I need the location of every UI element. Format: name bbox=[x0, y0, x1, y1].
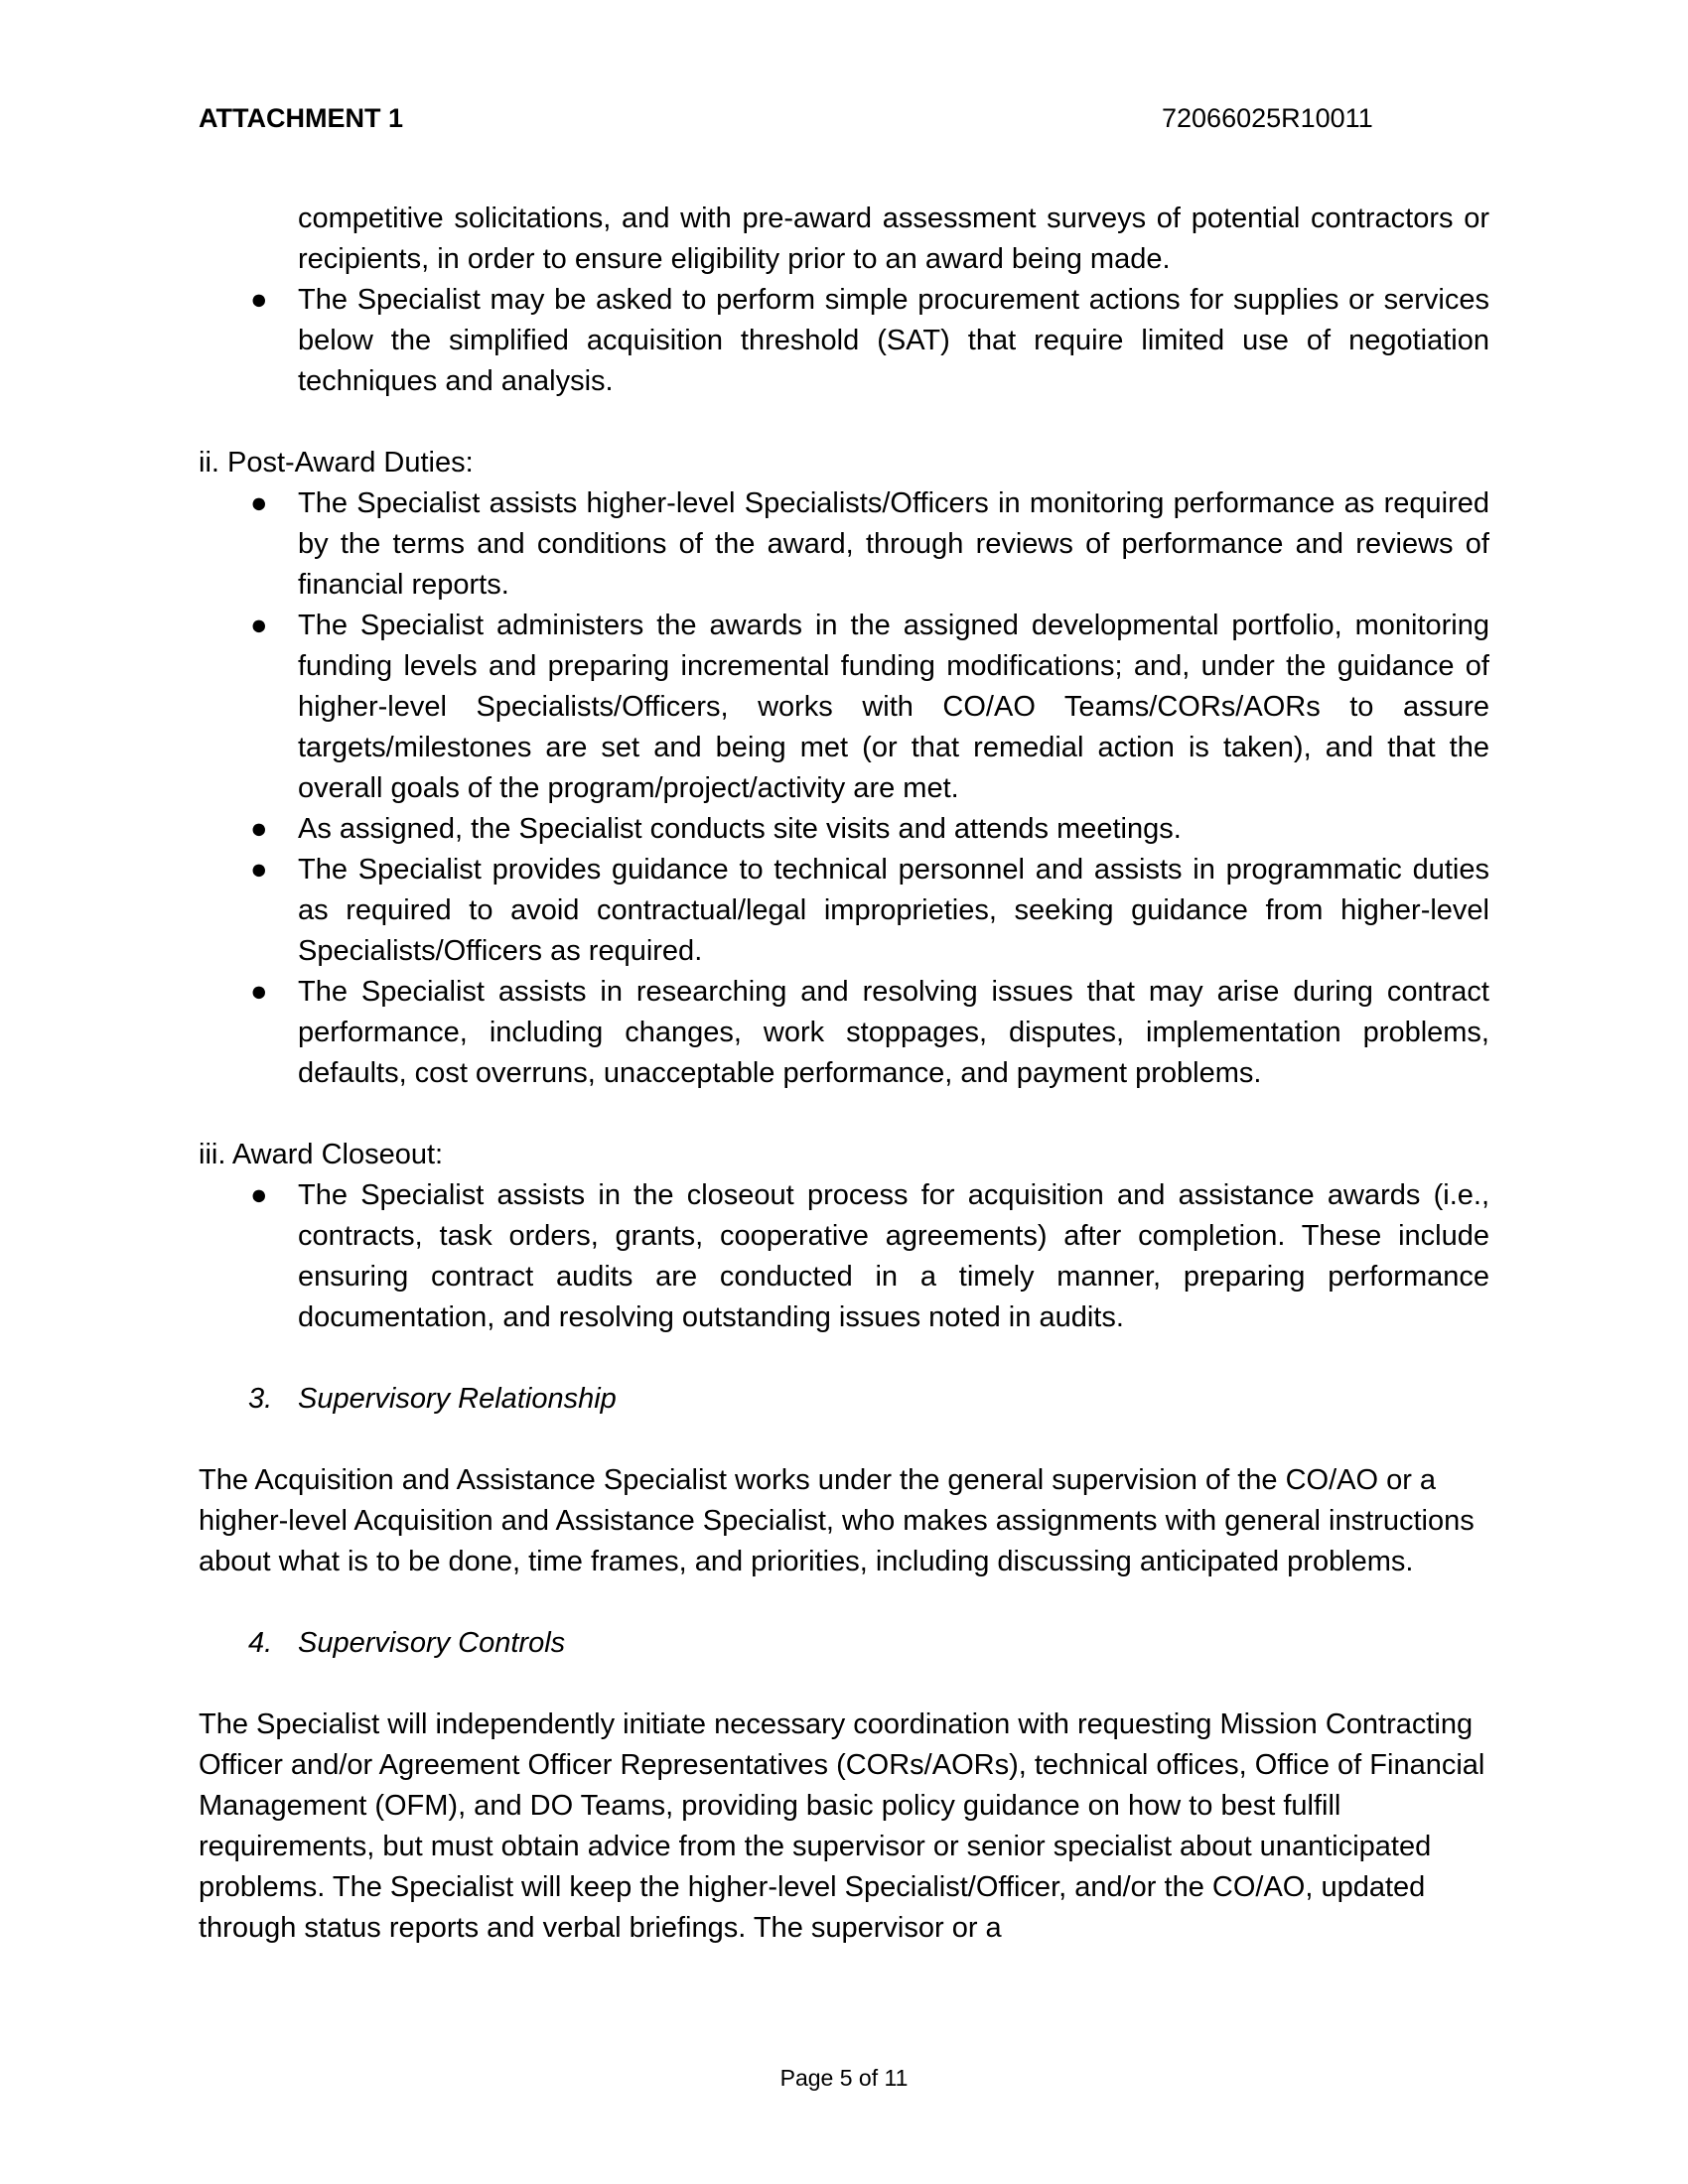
page-number: Page 5 of 11 bbox=[779, 2065, 909, 2091]
section-4-body: The Specialist will independently initiate necessary coordination with requesting Mission Contracting Officer and/or Agreement Officer Representatives (CORs/AORs), technical offices, Office of Financial Management (OFM), and DO Teams, providing basic policy guidance on how to best fulfill requirements, but must obtain advice from the supervisor or senior specialist about unanticipated problems. The Specialist will keep the higher-level Specialist/Officer, and/or the CO/AO, updated through status reports and verbal briefings. The supervisor or a bbox=[199, 1708, 1485, 1944]
list-item bbox=[199, 972, 1489, 1094]
section-3-title: Supervisory Relationship bbox=[298, 1383, 617, 1415]
list-item-text: The Specialist provides guidance to technical personnel and assists in programmatic duties as required to avoid contractual/legal improprieties, seeking guidance from higher-level Specialists/Officers as required. bbox=[298, 854, 1489, 967]
page-header bbox=[199, 103, 1489, 143]
preaward-bullet-list bbox=[199, 280, 1489, 402]
bullet-icon: ● bbox=[250, 976, 268, 1008]
list-item-text: As assigned, the Specialist conducts site visits and attends meetings. bbox=[298, 813, 1182, 845]
bullet-icon: ● bbox=[250, 284, 268, 316]
closeout-bullet-list bbox=[199, 1175, 1489, 1338]
section-4-number: 4. bbox=[248, 1627, 273, 1659]
list-item bbox=[199, 606, 1489, 809]
section-4-heading bbox=[199, 1623, 1489, 1664]
bullet-icon: ● bbox=[250, 1179, 268, 1211]
closeout-heading: iii. Award Closeout: bbox=[199, 1139, 444, 1170]
list-item bbox=[199, 850, 1489, 972]
carryover-text: competitive solicitations, and with pre-award assessment surveys of potential contractors or recipients, in order to ensure eligibility prior to an award being made. bbox=[298, 203, 1489, 275]
list-item bbox=[199, 280, 1489, 402]
post-award-bullet-list bbox=[199, 483, 1489, 1094]
list-item bbox=[199, 483, 1489, 606]
bullet-icon: ● bbox=[250, 487, 268, 519]
list-item-text: The Specialist may be asked to perform simple procurement actions for supplies or services below the simplified acquisition threshold (SAT) that require limited use of negotiation techniques and analysis. bbox=[298, 284, 1489, 397]
solicitation-number: 72066025R10011 bbox=[1162, 103, 1373, 133]
page-content bbox=[199, 199, 1489, 1949]
section-4-title: Supervisory Controls bbox=[298, 1627, 566, 1659]
section-3-number: 3. bbox=[248, 1383, 273, 1415]
bullet-icon: ● bbox=[250, 813, 268, 845]
list-item bbox=[199, 1175, 1489, 1338]
carryover-paragraph bbox=[199, 199, 1489, 280]
attachment-label: ATTACHMENT 1 bbox=[199, 103, 403, 133]
list-item-text: The Specialist assists higher-level Specialists/Officers in monitoring performance as required by the terms and conditions of the award, through reviews of performance and reviews of financial reports. bbox=[298, 487, 1489, 601]
section-3-body: The Acquisition and Assistance Specialist works under the general supervision of the CO/AO or a higher-level Acquisition and Assistance Specialist, who makes assignments with general instructions about what is to be done, time frames, and priorities, including discussing anticipated problems. bbox=[199, 1464, 1475, 1577]
list-item-text: The Specialist assists in the closeout process for acquisition and assistance awards (i.e., contracts, task orders, grants, cooperative agreements) after completion. These include ensuring contract audits are conducted in a timely manner, preparing performance documentation, and resolving outstanding issues noted in audits. bbox=[298, 1179, 1489, 1333]
list-item-text: The Specialist administers the awards in the assigned developmental portfolio, monitoring funding levels and preparing incremental funding modifications; and, under the guidance of higher-level Specialists/Officers, works with CO/AO Teams/CORs/AORs to assure targets/milestones are set and being met (or that remedial action is taken), and that the overall goals of the program/project/activity are met. bbox=[298, 610, 1489, 804]
section-3-heading bbox=[199, 1379, 1489, 1420]
bullet-icon: ● bbox=[250, 610, 268, 641]
list-item-text: The Specialist assists in researching and resolving issues that may arise during contract performance, including changes, work stoppages, disputes, implementation problems, defaults, cost overruns, unacceptable performance, and payment problems. bbox=[298, 976, 1489, 1089]
bullet-icon: ● bbox=[250, 854, 268, 886]
post-award-heading: ii. Post-Award Duties: bbox=[199, 447, 474, 478]
list-item bbox=[199, 809, 1489, 850]
